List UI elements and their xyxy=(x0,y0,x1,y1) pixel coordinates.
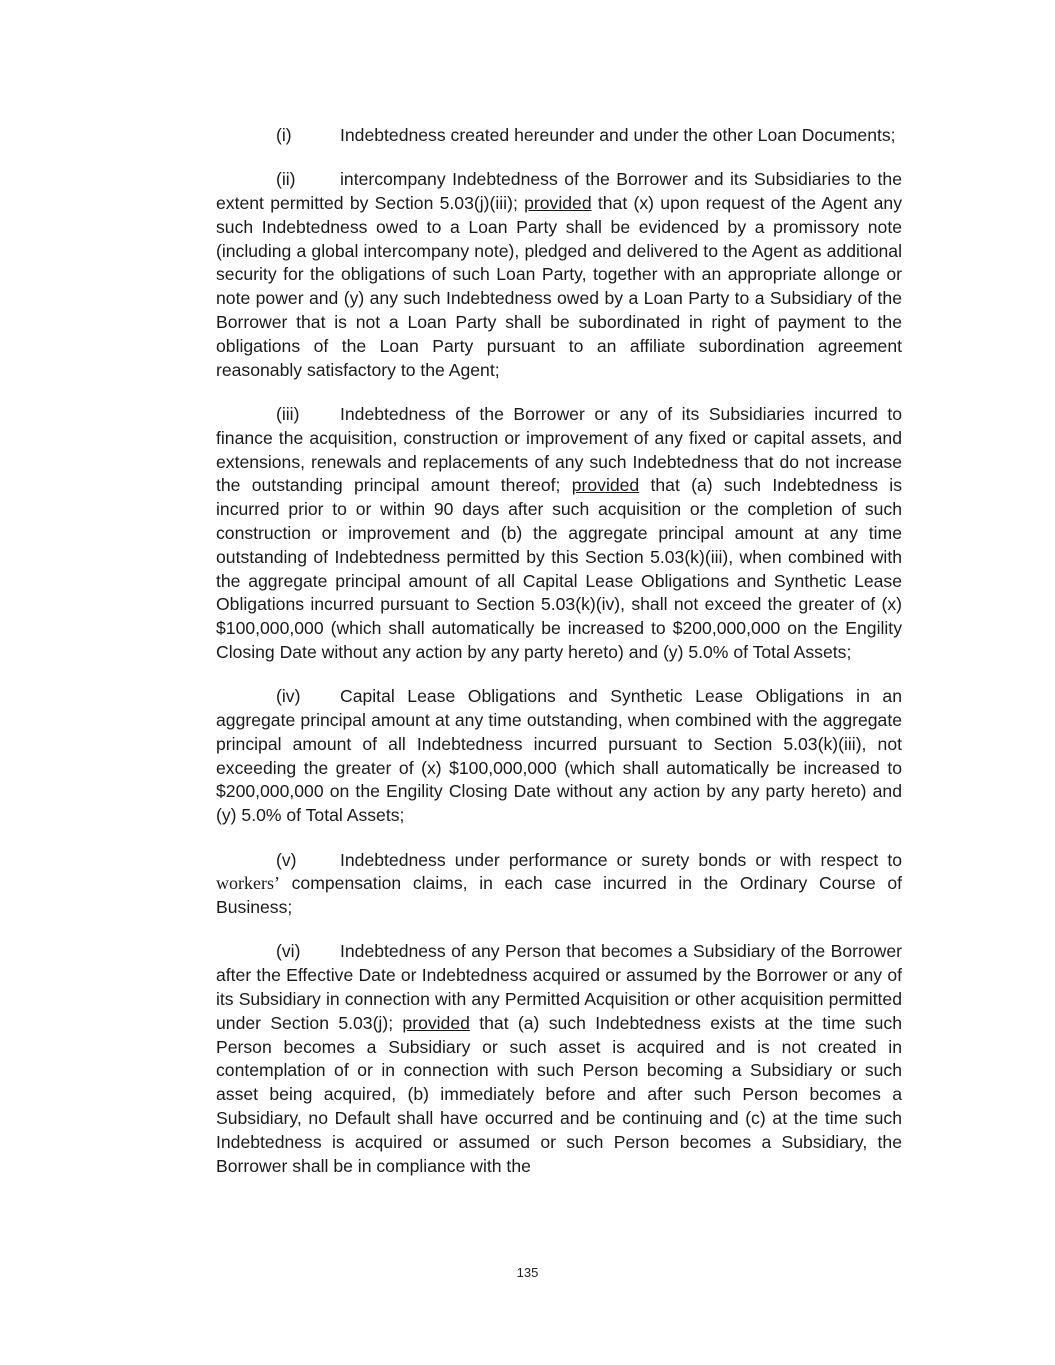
clause-text: Indebtedness under performance or surety bonds or with respect to xyxy=(340,849,902,870)
clause-ii xyxy=(216,168,902,382)
clause-vi xyxy=(216,940,902,1178)
page-number: 135 xyxy=(516,1265,539,1280)
clause-text: intercompany Indebtedness of the Borrower and its Subsidiaries to the extent permitted by Section 5.03(j)(iii); xyxy=(216,169,902,214)
clause-label: (iii) xyxy=(276,403,300,424)
clause-text-cont: that (x) upon request of the Agent any such Indebtedness owed to a Loan Party shall be evidenced by a promissory note (including a global intercompany note), pledged and delivered to the Agent as additional security for the obligations of such Loan Party, together with an appropriate allonge or note power and (y) any such Indebtedness owed by a Loan Party to a Subsidiary of the Borrower that is not a Loan Party shall be subordinated in right of payment to the obligations of the Loan Party pursuant to an affiliate subordination agreement reasonably satisfactory to the Agent; xyxy=(216,193,902,380)
clause-text: Indebtedness of the Borrower or any of its Subsidiaries incurred to finance the acquisition, construction or improvement of any fixed or capital assets, and extensions, renewals and replacements of any such Indebtedness that do not increase the outstanding principal amount thereof; xyxy=(216,403,902,496)
clause-text: Indebtedness created hereunder and under the other Loan Documents; xyxy=(340,125,896,145)
workers-word: workers’ xyxy=(216,873,280,894)
document-body xyxy=(216,124,902,1199)
clause-label: (iv) xyxy=(276,686,301,707)
clause-text: Capital Lease Obligations and Synthetic Lease Obligations in an aggregate principal amount at any time outstanding, when combined with the aggregate principal amount of all Indebtedness incurred pursuant to Section 5.03(k)(iii), not exceeding the greater of (x) $100,000,000 (which shall automatically be increased to $200,000,000 on the Engility Closing Date without any action by any party hereto) and (y) 5.0% of Total Assets; xyxy=(216,686,902,826)
clause-text-cont: that (a) such Indebtedness is incurred prior to or within 90 days after such acquisition or the completion of such construction or improvement and (b) the aggregate principal amount at any time outstanding of Indebtedness permitted by this Section 5.03(k)(iii), when combined with the aggregate principal amount of all Capital Lease Obligations and Synthetic Lease Obligations incurred pursuant to Section 5.03(k)(iv), shall not exceed the greater of (x) $100,000,000 (which shall automatically be increased to $200,000,000 on the Engility Closing Date without any action by any party hereto) and (y) 5.0% of Total Assets; xyxy=(216,475,902,662)
clause-text-cont: compensation claims, in each case incurred in the Ordinary Course of Business; xyxy=(216,873,902,918)
clause-v xyxy=(216,849,902,920)
clause-text: Indebtedness of any Person that becomes a Subsidiary of the Borrower after the Effective Date or Indebtedness acquired or assumed by the Borrower or any of its Subsidiary in connection with any Permitted Acquisition or other acquisition permitted under Section 5.03(j); xyxy=(216,941,902,1033)
clause-iii xyxy=(216,403,902,665)
clause-label: (vi) xyxy=(276,941,301,962)
clause-i xyxy=(216,124,902,148)
provided-term: provided xyxy=(402,1012,470,1033)
clause-iv xyxy=(216,685,902,828)
clause-label: (i) xyxy=(276,125,292,145)
clause-text-cont: that (a) such Indebtedness exists at the time such Person becomes a Subsidiary or such asset is acquired and is not created in contemplation of or in connection with such Person becoming a Subsidiary or such asset being acquired, (b) immediately before and after such Person becomes a Subsidiary, no Default shall have occurred and be continuing and (c) at the time such Indebtedness is acquired or assumed or such Person becomes a Subsidiary, the Borrower shall be in compliance with the xyxy=(216,1012,902,1176)
clause-label: (v) xyxy=(276,849,297,870)
provided-term: provided xyxy=(524,193,592,214)
clause-label: (ii) xyxy=(276,169,296,190)
provided-term: provided xyxy=(571,475,640,496)
